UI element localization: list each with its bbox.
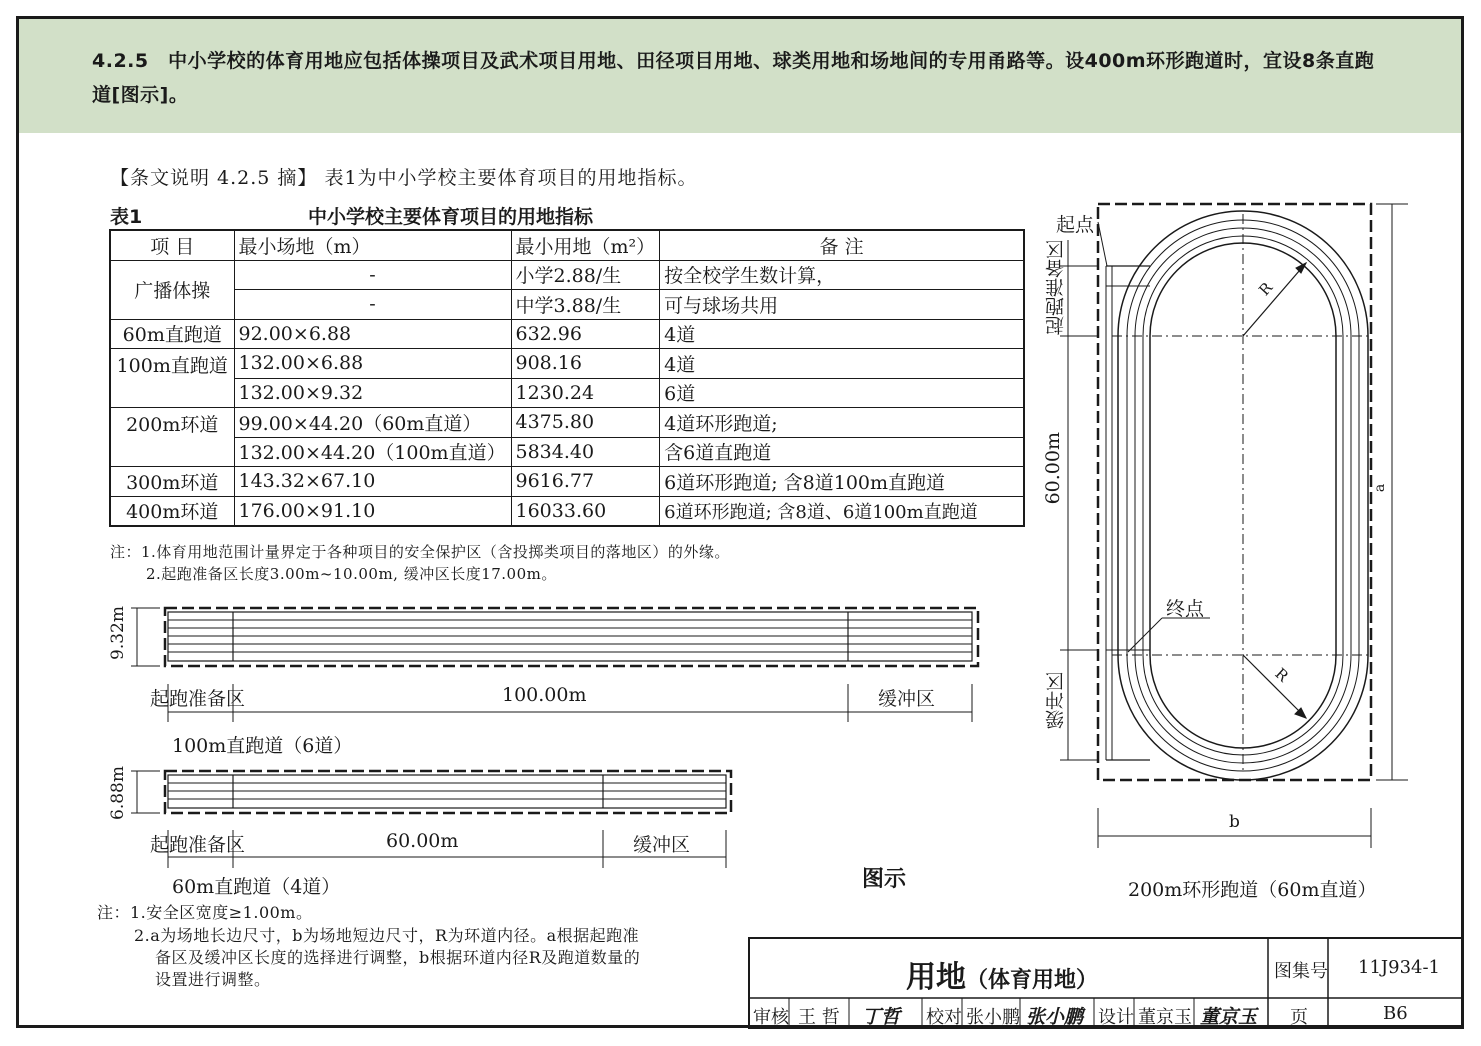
track100-caption: 100m直跑道（6道） [172, 735, 353, 757]
oval-track-drawing [1060, 204, 1408, 848]
item-cell: 60m直跑道 [110, 319, 234, 349]
site-cell: - [234, 290, 511, 320]
oval-dim-a: a [1372, 483, 1389, 493]
track60-length: 60.00m [386, 830, 459, 852]
bottom-note-1: 注：1.安全区宽度≥1.00m。 [97, 903, 313, 922]
track60-width-label: 6.88m [108, 766, 128, 820]
item-cell: 200m环道 [110, 408, 234, 467]
oval-start-zone: 起跑准备区 [1045, 240, 1067, 335]
atlas-number: 11J934-1 [1358, 957, 1441, 978]
track100-start-zone: 起跑准备区 [150, 688, 246, 710]
area-cell: 1230.24 [511, 378, 660, 408]
title-block-title [906, 952, 1098, 996]
bottom-note-2b: 备区及缓冲区长度的选择进行调整，b根据环道内径R及跑道数量的 [155, 948, 641, 967]
clause-explanation: 【条文说明 4.2.5 摘】 表1为中小学校主要体育项目的用地指标。 [110, 167, 698, 189]
note-cell: 6道环形跑道; 含8道、6道100m直跑道 [660, 496, 1024, 526]
item-cell: 300m环道 [110, 467, 234, 497]
track60-start-zone: 起跑准备区 [150, 834, 246, 856]
reviewer-signature: 丁哲 [862, 1006, 901, 1028]
note-cell: 含6道直跑道 [660, 437, 1024, 467]
table-title: 中小学校主要体育项目的用地指标 [308, 206, 594, 228]
area-cell: 16033.60 [511, 496, 660, 526]
header-area: 最小用地（m²） [511, 230, 660, 260]
oval-dim-b: b [1229, 812, 1240, 832]
note-cell: 6道 [660, 378, 1024, 408]
table-note-1: 注：1.体育用地范围计量界定于各种项目的安全保护区（含投掷类项目的落地区）的外缘。 [110, 543, 730, 561]
site-cell: 92.00×6.88 [234, 319, 511, 349]
area-cell: 908.16 [511, 349, 660, 379]
site-cell: 99.00×44.20（60m直道） [234, 408, 511, 438]
item-cell: 400m环道 [110, 496, 234, 526]
area-cell: 5834.40 [511, 437, 660, 467]
item-cell: 100m直跑道 [110, 349, 234, 408]
area-cell: 中学3.88/生 [511, 290, 660, 320]
page-label: 页 [1290, 1007, 1308, 1028]
reviewer-name: 王 哲 [798, 1007, 840, 1028]
area-cell: 9616.77 [511, 467, 660, 497]
track60-caption: 60m直跑道（4道） [172, 876, 341, 898]
oval-buffer: 缓冲区 [1045, 672, 1067, 729]
item-cell: 广播体操 [110, 260, 234, 319]
oval-start-point: 起点 [1056, 214, 1095, 236]
header-item: 项 目 [110, 230, 234, 260]
clause-text: 4.2.5 中小学校的体育用地应包括体操项目及武术项目用地、田径项目用地、球类用地和场地间的专用甬路等。设400m环形跑道时，宜设8条直跑道[图示]。 [92, 50, 1375, 106]
oval-radius-top: R [1255, 278, 1277, 300]
designer-signature: 董京玉 [1200, 1006, 1258, 1028]
designer-name: 董京玉 [1138, 1007, 1192, 1028]
design-label: 设计 [1098, 1007, 1134, 1028]
checker-signature: 张小鹏 [1026, 1006, 1084, 1028]
note-cell: 4道 [660, 319, 1024, 349]
track60-buffer: 缓冲区 [633, 834, 691, 856]
site-cell: 132.00×6.88 [234, 349, 511, 379]
site-cell: - [234, 260, 511, 290]
sheet-subtitle: （体育用地） [966, 968, 1099, 993]
oval-finish-point: 终点 [1166, 598, 1205, 620]
site-cell: 132.00×9.32 [234, 378, 511, 408]
sheet-title: 用地 [906, 960, 966, 995]
checker-name: 张小鹏 [966, 1007, 1020, 1028]
bottom-note-2a: 2.a为场地长边尺寸，b为场地短边尺寸，R为环道内径。a根据起跑准 [134, 926, 640, 945]
note-cell: 4道 [660, 349, 1024, 379]
track100-width-label: 9.32m [108, 606, 128, 660]
site-cell: 176.00×91.10 [234, 496, 511, 526]
table-label: 表1 [110, 206, 143, 228]
header-site: 最小场地（m） [234, 230, 511, 260]
table-note-2: 2.起跑准备区长度3.00m~10.00m, 缓冲区长度17.00m。 [146, 565, 557, 583]
area-cell: 小学2.88/生 [511, 260, 660, 290]
note-cell: 可与球场共用 [660, 290, 1024, 320]
area-cell: 632.96 [511, 319, 660, 349]
track100-length: 100.00m [502, 684, 587, 706]
area-cell: 4375.80 [511, 408, 660, 438]
bottom-note-2c: 设置进行调整。 [155, 970, 271, 989]
oval-caption: 200m环形跑道（60m直道） [1128, 879, 1377, 901]
track100-buffer: 缓冲区 [878, 688, 936, 710]
check-label: 校对 [926, 1007, 962, 1028]
note-cell: 4道环形跑道; [660, 408, 1024, 438]
site-cell: 143.32×67.10 [234, 467, 511, 497]
atlas-label: 图集号 [1274, 961, 1328, 982]
figure-label: 图示 [862, 867, 907, 892]
oval-radius-bottom: R [1271, 664, 1292, 686]
note-cell: 6道环形跑道; 含8道100m直跑道 [660, 467, 1024, 497]
page-number: B6 [1383, 1003, 1408, 1024]
review-label: 审核 [753, 1007, 789, 1028]
note-cell: 按全校学生数计算， [660, 260, 1024, 290]
site-cell: 132.00×44.20（100m直道） [234, 437, 511, 467]
oval-straight-length: 60.00m [1042, 432, 1064, 505]
header-note: 备 注 [660, 230, 1024, 260]
